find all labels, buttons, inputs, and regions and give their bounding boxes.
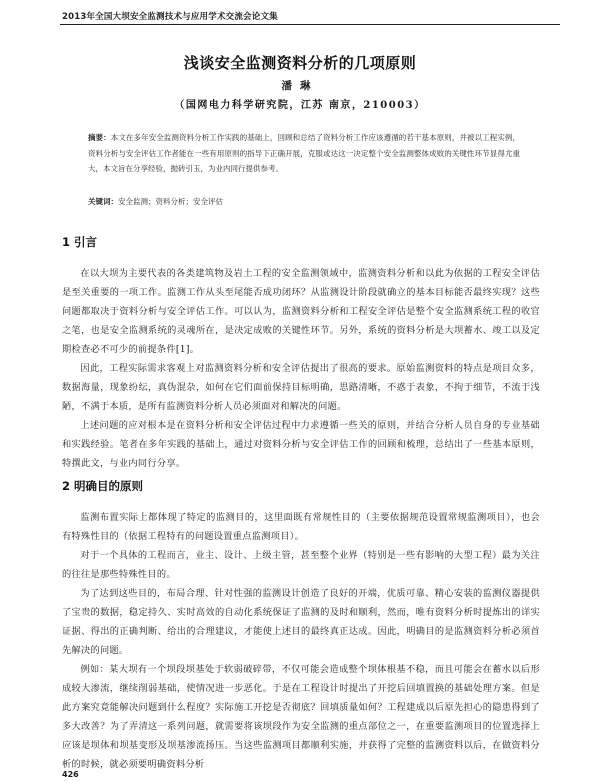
body-paragraph: 在以大坝为主要代表的各类建筑物及岩土工程的安全监测领域中，监测资料分析和以此为依据的工程安全评估是至关重要的一项工作。监测工作从头至尾能否成功闭环？从监测设计阶段就确立的基本目标能否最终实现？这些问题都取决于资料分析与安全评估工作。可以认为，监测资料分析和工程安全评估是整个安全监测系统工程的收官之笔，也是安全监测系统的灵魂所在，是决定成败的关键性环节。另外，系统的资料分析是大坝蓄水、竣工以及定期检查必不可少的前提条件[1]。: [62, 268, 540, 355]
abstract-label: 摘要：: [88, 133, 111, 142]
body-paragraph: 上述问题的应对根本是在资料分析和安全评估过程中力求遵循一些关的原则，并结合分析人员自身的专业基础和实践经验。笔者在多年实践的基础上，通过对资料分析与安全评估工作的回顾和梳理，总结出了一些基本原则，特撰此文，与业内同行分享。: [62, 420, 540, 469]
body-paragraph: 为了达到这些目的，布局合理、针对性强的监测设计创造了良好的开端，优质可靠、精心安装的监测仪器提供了宝贵的数据，稳定持久、实时高效的自动化系统保证了监测的及时和顺利，然而，唯有资料分析时提炼出的详实证据、得出的正确判断、给出的合理建议，才能使上述目的最终真正达成。因此，明确目的是监测资料分析必须首先解决的问题。: [62, 588, 540, 656]
paper-title: 浅谈安全监测资料分析的几项原则: [183, 54, 417, 72]
running-header: 2013年全国大坝安全监测技术与应用学术交流会论文集: [62, 12, 278, 22]
keywords-label: 关键词：: [88, 197, 118, 206]
body-paragraph: 监测布置实际上都体现了特定的监测目的，这里面既有常规性目的（主要依据规范设置常规监测项目），也会有特殊性目的（依据工程特有的问题设置重点监测项目）。: [62, 512, 540, 542]
body-paragraph: 对于一个具体的工程而言，业主、设计、上级主管，甚至整个业界（特别是一些有影响的大型工程）最为关注的往往是那些特殊性目的。: [62, 550, 540, 580]
abstract-text: 本文在多年安全监测资料分析工作实践的基础上，回顾和总结了资料分析工作应该遵循的若干基本原则，并被以工程实例，资料分析与安全评估工作者能在一些有用原则的指导下正确开展，克服或达这一决定整个安全监测整体成败的关键性环节显得尤重大，本文旨在分享经验，抛砖引玉，为业内同行提供参考。: [88, 133, 521, 173]
page-number: 426: [62, 770, 79, 779]
section-heading-introduction: 1 引言: [62, 235, 98, 249]
body-paragraph: 例如：某大坝有一个坝段坝基处于软弱破碎带，不仅可能会造成整个坝体根基不稳，而且可能会在蓄水以后形成较大渗流，继续削弱基础，使情况进一步恶化。于是在工程设计时提出了开挖后回填置换的基础处理方案。但是此方案究竟能解决问题到什么程度？实际施工开挖是否彻底？回填质量如何？工程建成以后原先担心的隐患得到了多大改善？为了弄清这一系列问题，就需要将该坝段作为安全监测的重点部位之一，在重要监测项目的位置选择上应该是坝体和坝基变形及坝基渗流扬压。当这些监测项目都顺利实施，并获得了完整的监测资料以后，在做资料分析的时候，就必须要明确资料分析: [62, 664, 540, 770]
abstract-block: [88, 130, 520, 177]
keywords-block: [88, 196, 520, 207]
body-paragraph: 因此，工程实际需求客观上对监测资料分析和安全评估提出了很高的要求。原始监测资料的特点是项目众多，数据海量，现象纷纭，真伪混杂，如何在它们面前保持目标明确，思路清晰，不惑于表象，不拘于细节，不流于浅陋，不满于本质，是所有监测资料分析人员必须面对和解决的问题。: [62, 363, 540, 412]
author-affiliation: （国网电力科学研究院，江苏 南京，210003）: [174, 100, 426, 111]
keywords-text: 安全监测；资料分析；安全评估: [118, 197, 223, 206]
section-heading-clear-purpose: 2 明确目的原则: [62, 479, 144, 493]
author-name: 潘琳: [281, 80, 319, 92]
header-rule: [60, 24, 560, 25]
